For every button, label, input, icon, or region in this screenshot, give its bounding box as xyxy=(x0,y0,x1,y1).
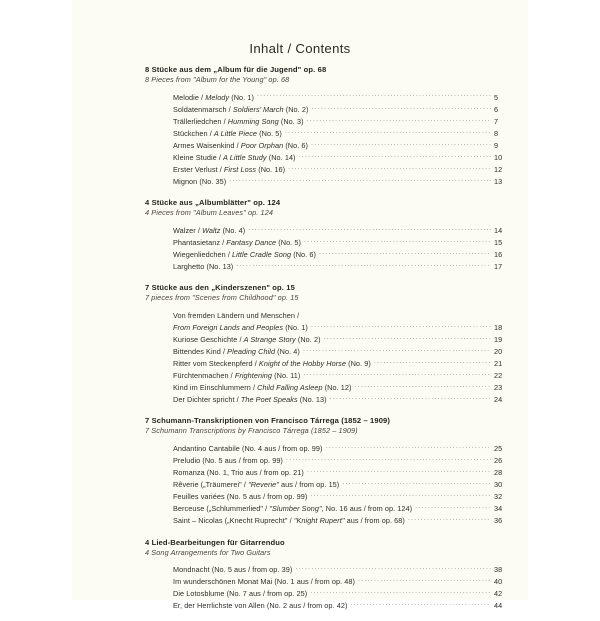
dot-leader xyxy=(285,129,491,136)
toc-entry[interactable] xyxy=(173,140,514,152)
toc-page-number: 38 xyxy=(494,565,503,575)
toc-page-number: 25 xyxy=(494,443,503,453)
toc-entry[interactable] xyxy=(173,479,514,491)
toc-entry[interactable] xyxy=(173,491,514,503)
toc-page-number: 30 xyxy=(494,480,503,490)
toc-entry-title-en: Child Falling Asleep xyxy=(257,383,323,393)
toc-entry-title-tail: (No. 1) xyxy=(229,92,254,102)
toc-entry-title xyxy=(173,152,296,164)
toc-entry-title-en: Frightening xyxy=(234,371,273,381)
toc-entry-title-en: Pleading Child xyxy=(227,346,276,356)
section-heading xyxy=(145,64,528,86)
dot-leader xyxy=(311,141,491,148)
toc-section xyxy=(72,415,528,527)
toc-page-number: 10 xyxy=(494,152,503,162)
toc-entry-title-de: Rêverie („Träumerei" / xyxy=(173,480,249,490)
toc-entry-title-tail: (No. 14) xyxy=(266,152,296,162)
toc-entry-title-de: Trällerliedchen / xyxy=(173,116,228,126)
toc-entry-title-de: Der Dichter spricht / xyxy=(173,395,241,405)
toc-page-number: 16 xyxy=(494,249,503,259)
toc-entry-title-de: Saint – Nicolas („Knecht Ruprecht" / xyxy=(173,516,294,526)
toc-entry[interactable] xyxy=(173,176,514,188)
toc-entry-title-en: Knight of the Hobby Horse xyxy=(258,359,347,368)
toc-entry[interactable] xyxy=(173,564,514,576)
toc-entry-title-en: Little Cradle Song xyxy=(232,249,292,259)
toc-entry[interactable] xyxy=(173,164,514,176)
toc-entry-line-1: Von fremden Ländern und Menschen / xyxy=(173,310,300,320)
toc-entry-title-de: Bittendes Kind / xyxy=(173,346,228,356)
section-entry-list xyxy=(173,443,514,528)
section-heading-en: 8 Pieces from "Album for the Young" op. 68 xyxy=(145,75,290,84)
toc-entry-title-tail: (No. 1) xyxy=(283,322,308,332)
toc-entry-title xyxy=(173,225,245,237)
toc-page-number: 42 xyxy=(494,589,503,599)
toc-entry[interactable] xyxy=(173,104,514,116)
dot-leader xyxy=(307,117,491,124)
sheet-music-contents-page xyxy=(72,0,528,611)
toc-entry[interactable] xyxy=(173,334,514,346)
toc-entry-title xyxy=(173,370,300,382)
section-heading-de: 4 Lied-Bearbeitungen für Gitarrenduo xyxy=(145,537,285,547)
toc-entry-title-tail: (No. 3) xyxy=(278,116,304,126)
dot-leader xyxy=(310,492,491,499)
dot-leader xyxy=(350,601,491,608)
toc-page-number: 18 xyxy=(494,322,503,332)
toc-entry[interactable] xyxy=(173,515,514,527)
toc-entry-title-tail: (No. 2) xyxy=(295,334,321,344)
toc-entry-title-tail: (No. 6) xyxy=(291,249,316,259)
dot-leader xyxy=(307,468,491,475)
toc-entry-title-de: Kind im Einschlummern / xyxy=(173,383,258,393)
toc-entry-title xyxy=(173,455,283,467)
toc-entry-title-en: "Reverie" xyxy=(248,480,279,490)
section-heading xyxy=(145,282,528,304)
dot-leader xyxy=(257,93,491,100)
toc-entry-title-tail: (No. 9) xyxy=(346,359,371,368)
section-heading-en: 4 Pieces from "Album Leaves" op. 124 xyxy=(145,208,274,218)
toc-entry-title-tail: aus / from op. 15) xyxy=(278,480,340,490)
toc-page-number: 26 xyxy=(494,455,503,465)
toc-entry-title-de: Fürchtenmachen / xyxy=(173,371,235,381)
toc-entry-title-de: Feuilles variées (No. 5 aus / from op. 99) xyxy=(173,492,308,502)
toc-page-number: 36 xyxy=(494,516,503,526)
toc-entry-title-tail: (No. 12) xyxy=(322,383,352,393)
toc-entry-title xyxy=(173,92,254,104)
toc-entry-title xyxy=(173,346,300,358)
toc-entry[interactable] xyxy=(173,128,514,140)
dot-leader xyxy=(299,153,491,160)
toc-entry[interactable] xyxy=(173,455,514,467)
toc-page-number: 9 xyxy=(494,140,499,150)
toc-entry-title-de: Wiegenliedchen / xyxy=(173,249,233,259)
toc-page-number: 32 xyxy=(494,492,503,502)
dot-leader xyxy=(311,105,491,112)
toc-entry-title xyxy=(173,443,323,455)
toc-entry-title-tail: (No. 16) xyxy=(256,165,286,175)
toc-entry-title xyxy=(173,358,371,370)
toc-page-number: 23 xyxy=(494,383,503,393)
toc-page-number: 40 xyxy=(494,577,503,587)
toc-entry-title xyxy=(173,394,327,406)
section-entry-list xyxy=(173,564,514,612)
toc-entry[interactable] xyxy=(173,310,514,334)
toc-entry-title-tail: (No. 5) xyxy=(276,237,301,247)
dot-leader xyxy=(303,347,491,354)
page-title: Inhalt / Contents xyxy=(249,41,351,56)
toc-entry-title xyxy=(173,515,405,527)
toc-entry[interactable] xyxy=(173,92,514,104)
toc-page-number: 14 xyxy=(494,225,503,235)
toc-page-number: 17 xyxy=(494,262,503,272)
toc-entry-title-tail: (No. 6) xyxy=(283,140,309,150)
toc-entry-title xyxy=(173,237,301,249)
dot-leader xyxy=(236,262,491,269)
toc-entry-title-de: Phantasietanz / xyxy=(173,237,227,247)
toc-page-number: 5 xyxy=(494,92,499,102)
dot-leader xyxy=(295,565,491,572)
toc-entry-title-en: Humming Song xyxy=(227,116,279,126)
toc-entry[interactable] xyxy=(173,588,514,600)
toc-page-number: 34 xyxy=(494,504,503,514)
toc-entry-title-de: Soldatenmarsch / xyxy=(173,104,233,114)
dot-leader xyxy=(342,480,491,487)
toc-page-number: 21 xyxy=(494,359,503,368)
toc-section xyxy=(72,197,528,273)
toc-entry-title-de: Armes Waisenkind / xyxy=(173,140,241,150)
toc-entry[interactable] xyxy=(173,576,514,588)
toc-entry[interactable] xyxy=(173,249,514,261)
dot-leader xyxy=(304,238,491,245)
dot-leader xyxy=(326,444,491,451)
toc-entry[interactable] xyxy=(173,358,514,370)
toc-entry-title xyxy=(173,261,233,273)
toc-entry-title xyxy=(173,176,226,188)
toc-entry-title-de: Larghetto (No. 13) xyxy=(173,262,234,272)
toc-entry-title-de: Ritter vom Steckenpferd / xyxy=(173,359,259,368)
toc-entry-title-tail: (No. 4) xyxy=(220,225,246,235)
toc-entry-title-tail: (No. 11) xyxy=(272,371,301,381)
dot-leader xyxy=(286,456,491,463)
page-content-area xyxy=(72,0,528,611)
toc-entry-title xyxy=(173,128,282,140)
toc-entry-title-en: "Slumber Song" xyxy=(269,504,322,514)
toc-entry[interactable] xyxy=(173,503,514,515)
dot-leader xyxy=(358,577,491,584)
toc-entry-title xyxy=(173,249,316,261)
toc-entry-title xyxy=(173,588,307,600)
toc-entry[interactable] xyxy=(173,237,514,249)
table-of-contents xyxy=(72,64,528,621)
toc-entry-title-en: A Little Study xyxy=(223,152,267,162)
toc-page-number: 20 xyxy=(494,346,503,356)
dot-leader xyxy=(415,504,491,511)
toc-entry-title xyxy=(173,164,285,176)
toc-entry-title-tail: (No. 4) xyxy=(275,346,300,356)
toc-entry[interactable] xyxy=(173,116,514,128)
dot-leader xyxy=(330,395,491,402)
toc-entry[interactable] xyxy=(173,382,514,394)
toc-entry[interactable] xyxy=(173,225,514,237)
section-heading-en: 4 Song Arrangements for Two Guitars xyxy=(145,547,271,557)
toc-entry-title-de: Mignon (No. 35) xyxy=(173,177,227,187)
toc-entry-title xyxy=(173,116,304,128)
toc-entry-title-de: Im wunderschönen Monat Mai (No. 1 aus / from op. 48) xyxy=(173,577,355,587)
toc-page-number: 6 xyxy=(494,104,499,114)
dot-leader xyxy=(355,383,491,390)
toc-entry[interactable] xyxy=(173,152,514,164)
toc-entry-title-de: Walzer / xyxy=(173,225,203,235)
section-heading-en: 7 pieces from "Scenes from Childhood" op. 15 xyxy=(145,293,299,303)
toc-entry-title-de: Romanza (No. 1, Trio aus / from op. 21) xyxy=(173,468,304,478)
toc-entry-title xyxy=(173,503,412,515)
section-heading-de: 7 Schumann-Transkriptionen von Francisco Tárrega (1852 – 1909) xyxy=(145,416,391,426)
toc-entry-title-de: Er, der Herrlichste von Allen (No. 2 aus / from op. 42) xyxy=(173,601,348,611)
toc-page-number: 12 xyxy=(494,165,503,175)
toc-entry-title-en: The Poet Speaks xyxy=(240,395,298,405)
dot-leader xyxy=(229,177,491,184)
toc-entry-title xyxy=(173,600,347,612)
toc-section xyxy=(72,64,528,188)
toc-entry-title xyxy=(173,382,352,394)
toc-entry-title xyxy=(173,140,308,152)
toc-entry-title xyxy=(173,467,304,479)
dot-leader xyxy=(324,335,491,342)
toc-entry-title xyxy=(173,322,308,334)
toc-page-number: 8 xyxy=(494,128,499,138)
toc-page-number: 13 xyxy=(494,177,503,187)
section-entry-list xyxy=(173,225,514,273)
toc-entry-title-en: Waltz xyxy=(202,225,221,235)
toc-entry[interactable] xyxy=(173,370,514,382)
section-heading-de: 7 Stücke aus den „Kinderszenen" op. 15 xyxy=(145,283,295,293)
toc-entry-title-en: Poor Orphan xyxy=(240,140,284,150)
toc-entry-title xyxy=(173,564,292,576)
dot-leader xyxy=(303,371,491,378)
toc-entry-title-de: Erster Verlust / xyxy=(173,165,224,175)
toc-page-number: 15 xyxy=(494,237,503,247)
toc-entry-title xyxy=(173,479,339,491)
dot-leader xyxy=(288,165,491,172)
section-heading xyxy=(145,537,528,559)
toc-entry-title-de: Stückchen / xyxy=(173,128,214,138)
dot-leader xyxy=(311,323,491,330)
toc-entry-title-de: Kuriose Geschichte / xyxy=(173,334,244,344)
dot-leader xyxy=(374,359,491,366)
toc-entry-title-tail: (No. 5) xyxy=(257,128,282,138)
toc-entry[interactable] xyxy=(173,467,514,479)
section-entry-list xyxy=(173,92,514,189)
toc-entry-title-en: From Foreign Lands and Peoples xyxy=(173,322,284,332)
toc-entry-title-en: A Little Piece xyxy=(213,128,258,138)
toc-entry[interactable] xyxy=(173,600,514,612)
toc-entry-title xyxy=(173,104,308,116)
dot-leader xyxy=(248,226,491,233)
section-heading xyxy=(145,197,528,219)
dot-leader xyxy=(319,250,491,257)
toc-entry-title xyxy=(173,576,355,588)
toc-entry-title-tail: (No. 13) xyxy=(297,395,327,405)
section-heading-de: 8 Stücke aus dem „Album für die Jugend" op. 68 xyxy=(145,65,327,74)
toc-entry-title-de: Berceuse („Schlummerlied" / xyxy=(173,504,270,514)
section-heading-en: 7 Schumann Transcriptions by Francisco Tárrega (1852 – 1909) xyxy=(145,426,358,436)
toc-entry[interactable] xyxy=(173,261,514,273)
toc-entry[interactable] xyxy=(173,443,514,455)
toc-page-number: 24 xyxy=(494,395,503,405)
toc-page-number: 44 xyxy=(494,601,503,611)
toc-page-number: 7 xyxy=(494,116,499,126)
toc-entry-title-de: Kleine Studie / xyxy=(173,152,224,162)
toc-entry-title-en: First Loss xyxy=(223,165,257,175)
toc-entry[interactable] xyxy=(173,394,514,406)
toc-page-number: 28 xyxy=(494,468,503,478)
toc-section xyxy=(72,537,528,613)
toc-entry-line-2 xyxy=(173,322,514,334)
toc-entry-title-de: Mondnacht (No. 5 aus / from op. 39) xyxy=(173,565,293,575)
toc-entry-title-tail: , No. 16 aus / from op. 124) xyxy=(321,504,413,514)
toc-entry-title-de: Melodie / xyxy=(173,92,206,102)
toc-section xyxy=(72,282,528,406)
toc-page-number: 22 xyxy=(494,371,503,381)
toc-entry-title-en: Soldiers’ March xyxy=(232,104,284,114)
toc-entry-title-de: Preludio (No. 5 aus / from op. 99) xyxy=(173,455,283,465)
dot-leader xyxy=(310,589,491,596)
toc-entry[interactable] xyxy=(173,346,514,358)
toc-entry-title-de: Die Lotosblume (No. 7 aus / from op. 25) xyxy=(173,589,308,599)
toc-entry-title xyxy=(173,491,307,503)
toc-entry-title-de: Andantino Cantabile (No. 4 aus / from op. 99) xyxy=(173,443,323,453)
toc-entry-title-en: Melody xyxy=(205,92,230,102)
section-heading xyxy=(145,415,528,437)
toc-entry-title xyxy=(173,334,321,346)
toc-entry-title-en: Fantasy Dance xyxy=(226,237,277,247)
section-heading-de: 4 Stücke aus „Albumblätter" op. 124 xyxy=(145,198,281,208)
toc-entry-title-tail: aus / from op. 68) xyxy=(344,516,405,526)
section-entry-list xyxy=(173,310,514,407)
toc-entry-title-en: "Knight Rupert" xyxy=(293,516,345,526)
toc-entry-title-tail: (No. 2) xyxy=(283,104,309,114)
dot-leader xyxy=(408,516,491,523)
toc-page-number: 19 xyxy=(494,334,503,344)
toc-entry-title-en: A Strange Story xyxy=(243,334,296,344)
